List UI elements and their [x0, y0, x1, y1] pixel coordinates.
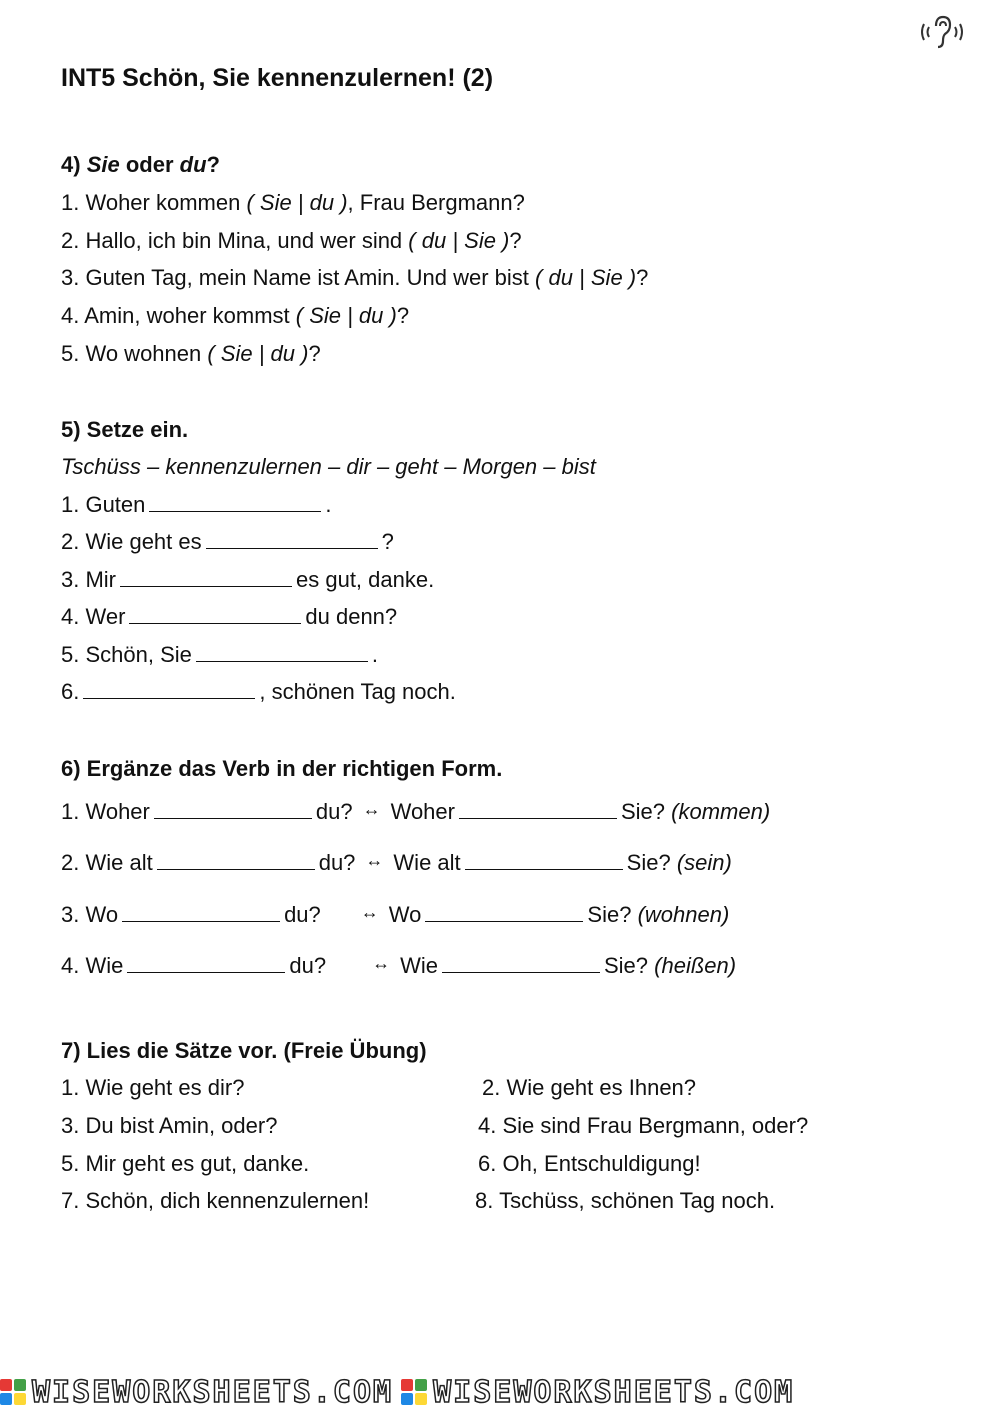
- s7-left-3: 5. Mir geht es gut, danke.: [61, 1151, 310, 1176]
- s4-item-3: [61, 264, 648, 292]
- s7-left-1: 1. Wie geht es dir?: [61, 1075, 245, 1100]
- section-4-oder: oder: [125, 152, 174, 177]
- s4-item-text: 3. Guten Tag, mein Name ist Amin. Und wer bist: [61, 265, 536, 290]
- s4-item-text: ?: [396, 303, 410, 328]
- watermark-logo-icon: [401, 1379, 427, 1405]
- s5-item-4: [61, 603, 397, 631]
- s6-text: du?: [315, 799, 353, 824]
- answer-blank[interactable]: [127, 952, 285, 973]
- double-arrow-icon: ↔: [362, 799, 381, 819]
- s6-text: Sie?: [620, 799, 666, 824]
- s4-choice[interactable]: ( du | Sie ): [408, 228, 510, 253]
- section-7-heading: 7) Lies die Sätze vor. (Freie Übung): [61, 1038, 427, 1063]
- answer-blank[interactable]: [425, 901, 583, 922]
- s6-text: Sie?: [603, 953, 649, 978]
- s4-item-text: 1. Woher kommen: [61, 190, 247, 215]
- s7-right-2: 4. Sie sind Frau Bergmann, oder?: [478, 1113, 809, 1138]
- logo-square: [0, 1393, 12, 1405]
- s6-verb-hint: (sein): [676, 850, 732, 875]
- page-title: INT5 Schön, Sie kennenzulernen! (2): [61, 64, 494, 92]
- s5-item-text: 4. Wer: [61, 604, 126, 629]
- s6-verb-hint: (wohnen): [637, 902, 730, 927]
- section-4-heading: [61, 151, 220, 179]
- answer-blank[interactable]: [122, 901, 280, 922]
- s4-item-text: 4. Amin, woher kommst: [61, 303, 296, 328]
- word-bank: Tschüss – kennenzulernen – dir – geht – Morgen – bist: [61, 454, 596, 479]
- logo-square: [14, 1393, 26, 1405]
- double-arrow-icon: ↔: [365, 850, 384, 870]
- watermark-logo-icon: [0, 1379, 26, 1405]
- s6-item-1: [61, 798, 770, 827]
- s6-text: du?: [318, 850, 356, 875]
- answer-blank[interactable]: [129, 603, 301, 624]
- s4-choice[interactable]: ( Sie | du ): [207, 341, 309, 366]
- ear-sound-icon[interactable]: [918, 12, 966, 52]
- section-5-heading: 5) Setze ein.: [61, 417, 189, 442]
- s5-item-text: .: [371, 642, 378, 667]
- logo-square: [14, 1379, 26, 1391]
- s5-item-text: 1. Guten: [61, 492, 146, 517]
- s4-item-text: 2. Hallo, ich bin Mina, und wer sind: [61, 228, 409, 253]
- s7-right-4: 8. Tschüss, schönen Tag noch.: [475, 1188, 776, 1213]
- s6-text: Wo: [388, 902, 422, 927]
- logo-square: [415, 1379, 427, 1391]
- answer-blank[interactable]: [196, 641, 368, 662]
- s5-item-6: [61, 678, 456, 706]
- s5-item-text: 3. Mir: [61, 567, 116, 592]
- answer-blank[interactable]: [157, 849, 315, 870]
- watermark[interactable]: [401, 1375, 794, 1410]
- s5-item-text: .: [325, 492, 332, 517]
- s6-verb-hint: (heißen): [654, 953, 737, 978]
- s6-text: du?: [284, 902, 321, 927]
- watermark-footer: [0, 1372, 1000, 1412]
- s6-item-2: [61, 849, 732, 878]
- double-arrow-icon: ↔: [360, 902, 379, 922]
- s4-item-text: ?: [636, 265, 649, 290]
- s7-left-2: 3. Du bist Amin, oder?: [61, 1113, 278, 1138]
- logo-square: [401, 1379, 413, 1391]
- s6-text: Wie alt: [393, 850, 461, 875]
- s6-item-3: [61, 901, 729, 930]
- answer-blank[interactable]: [120, 566, 292, 587]
- s4-choice[interactable]: ( du | Sie ): [535, 265, 637, 290]
- s5-item-text: 5. Schön, Sie: [61, 642, 192, 667]
- s5-item-text: 2. Wie geht es: [61, 529, 202, 554]
- s5-item-1: [61, 491, 332, 519]
- s5-item-text: ?: [381, 529, 394, 554]
- s5-item-2: [61, 528, 394, 556]
- watermark-text: WISEWORKSHEETS.COM: [32, 1374, 394, 1410]
- answer-blank[interactable]: [459, 798, 617, 819]
- s5-item-text: 6.: [61, 679, 80, 704]
- s7-right-3: 6. Oh, Entschuldigung!: [478, 1151, 701, 1176]
- s7-right-1: 2. Wie geht es Ihnen?: [482, 1075, 697, 1100]
- section-6-heading: 6) Ergänze das Verb in der richtigen Form.: [61, 756, 503, 781]
- s4-item-text: 5. Wo wohnen: [61, 341, 208, 366]
- answer-blank[interactable]: [206, 528, 378, 549]
- s6-verb-hint: (kommen): [671, 799, 771, 824]
- s4-choice[interactable]: ( Sie | du ): [295, 303, 397, 328]
- section-4-number: 4): [61, 152, 81, 177]
- answer-blank[interactable]: [442, 952, 600, 973]
- section-4-qmark: ?: [206, 152, 220, 177]
- s6-text: Wie: [400, 953, 438, 978]
- logo-square: [415, 1393, 427, 1405]
- s4-item-2: [61, 227, 522, 255]
- s7-left-4: 7. Schön, dich kennenzulernen!: [61, 1188, 370, 1213]
- section-4-du: du: [179, 152, 207, 177]
- answer-blank[interactable]: [149, 491, 321, 512]
- answer-blank[interactable]: [154, 798, 312, 819]
- s5-item-5: [61, 641, 378, 669]
- s6-text: 3. Wo: [61, 902, 119, 927]
- s4-item-text: , Frau Bergmann?: [347, 190, 525, 215]
- s6-text: 2. Wie alt: [61, 850, 153, 875]
- s6-text: Sie?: [626, 850, 671, 875]
- answer-blank[interactable]: [83, 678, 255, 699]
- answer-blank[interactable]: [465, 849, 623, 870]
- s4-item-1: [61, 189, 525, 217]
- s5-item-text: , schönen Tag noch.: [259, 679, 456, 704]
- logo-square: [0, 1379, 12, 1391]
- s6-text: 4. Wie: [61, 953, 124, 978]
- logo-square: [401, 1393, 413, 1405]
- s6-text: du?: [289, 953, 327, 978]
- s5-item-text: es gut, danke.: [296, 567, 435, 592]
- watermark-text: WISEWORKSHEETS.COM: [433, 1374, 795, 1410]
- s6-text: Woher: [390, 799, 455, 824]
- s6-text: 1. Woher: [61, 799, 150, 824]
- s5-item-3: [61, 566, 434, 594]
- s4-item-text: ?: [509, 228, 522, 253]
- section-4-sie: Sie: [86, 152, 120, 177]
- s6-text: Sie?: [587, 902, 632, 927]
- s5-item-text: du denn?: [305, 604, 398, 629]
- double-arrow-icon: ↔: [372, 953, 391, 973]
- s4-item-5: [61, 340, 321, 368]
- s4-choice[interactable]: ( Sie | du ): [246, 190, 348, 215]
- s4-item-4: [61, 302, 409, 330]
- s4-item-text: ?: [308, 341, 321, 366]
- s6-item-4: [61, 952, 736, 981]
- watermark[interactable]: [0, 1375, 393, 1410]
